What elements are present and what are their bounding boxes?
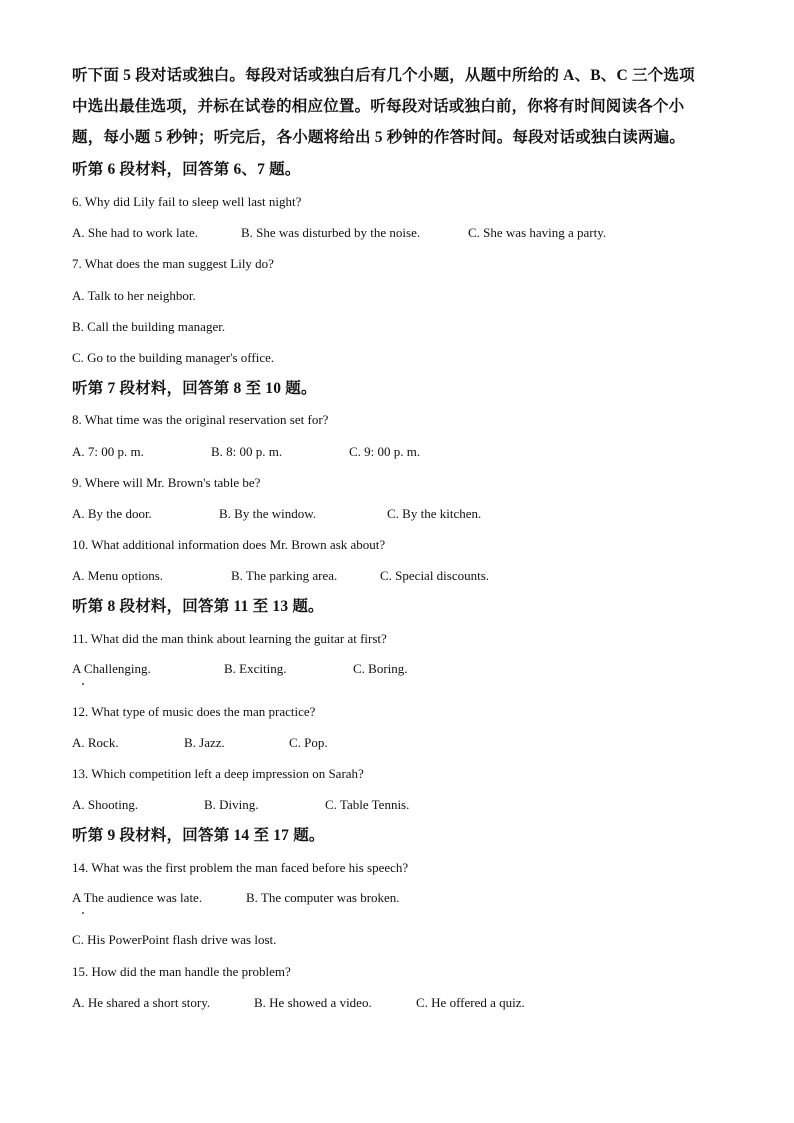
question-11: 11. What did the man think about learning the guitar at first? bbox=[72, 631, 387, 646]
q14-option-c: C. His PowerPoint flash drive was lost. bbox=[72, 932, 277, 947]
q13-option-c: C. Table Tennis. bbox=[325, 797, 410, 812]
q11-option-c: C. Boring. bbox=[353, 661, 408, 676]
question-14: 14. What was the first problem the man faced before his speech? bbox=[72, 860, 409, 875]
q8-option-c: C. 9: 00 p. m. bbox=[349, 444, 421, 459]
q9-option-c: C. By the kitchen. bbox=[387, 506, 482, 521]
q8-option-b: B. 8: 00 p. m. bbox=[211, 444, 283, 459]
q12-option-a: A. Rock. bbox=[72, 735, 119, 750]
q6-option-a: A. She had to work late. bbox=[72, 225, 199, 240]
instructions-line-3: 题，每小题 5 秒钟；听完后，各小题将给出 5 秒钟的作答时间。每段对话或独白读两遍。 bbox=[72, 129, 686, 146]
q7-option-c: C. Go to the building manager's office. bbox=[72, 350, 275, 365]
q6-option-b: B. She was disturbed by the noise. bbox=[241, 225, 421, 240]
q10-option-c: C. Special discounts. bbox=[380, 568, 490, 583]
q7-option-a: A. Talk to her neighbor. bbox=[72, 288, 196, 303]
stray-mark bbox=[82, 912, 84, 914]
q7-option-b: B. Call the building manager. bbox=[72, 319, 226, 334]
section-8-heading: 听第 8 段材料，回答第 11 至 13 题。 bbox=[72, 598, 324, 615]
q11-option-a: A Challenging. bbox=[72, 661, 151, 676]
q9-option-b: B. By the window. bbox=[219, 506, 317, 521]
q15-option-a: A. He shared a short story. bbox=[72, 995, 211, 1010]
instructions-line-2: 中选出最佳选项，并标在试卷的相应位置。听每段对话或独白前，你将有时间阅读各个小 bbox=[72, 98, 685, 115]
instructions-line-1: 听下面 5 段对话或独白。每段对话或独白后有几个小题，从题中所给的 A、B、C 三个选项 bbox=[72, 67, 695, 84]
question-13: 13. Which competition left a deep impression on Sarah? bbox=[72, 766, 364, 781]
section-9-heading: 听第 9 段材料，回答第 14 至 17 题。 bbox=[72, 827, 325, 844]
question-12: 12. What type of music does the man practice? bbox=[72, 704, 316, 719]
q8-option-a: A. 7: 00 p. m. bbox=[72, 444, 144, 459]
q14-option-b: B. The computer was broken. bbox=[246, 890, 400, 905]
question-15: 15. How did the man handle the problem? bbox=[72, 964, 291, 979]
question-7: 7. What does the man suggest Lily do? bbox=[72, 256, 274, 271]
q14-option-a: A The audience was late. bbox=[72, 890, 203, 905]
question-8: 8. What time was the original reservation set for? bbox=[72, 412, 329, 427]
q12-option-b: B. Jazz. bbox=[184, 735, 225, 750]
stray-mark bbox=[82, 683, 84, 685]
q15-option-c: C. He offered a quiz. bbox=[416, 995, 525, 1010]
q11-option-b: B. Exciting. bbox=[224, 661, 287, 676]
q15-option-b: B. He showed a video. bbox=[254, 995, 372, 1010]
q10-option-b: B. The parking area. bbox=[231, 568, 338, 583]
section-6-heading: 听第 6 段材料，回答第 6、7 题。 bbox=[72, 161, 301, 178]
q10-option-a: A. Menu options. bbox=[72, 568, 163, 583]
q9-option-a: A. By the door. bbox=[72, 506, 152, 521]
q12-option-c: C. Pop. bbox=[289, 735, 328, 750]
question-10: 10. What additional information does Mr. Brown ask about? bbox=[72, 537, 386, 552]
question-6: 6. Why did Lily fail to sleep well last night? bbox=[72, 194, 302, 209]
q6-option-c: C. She was having a party. bbox=[468, 225, 607, 240]
q13-option-b: B. Diving. bbox=[204, 797, 259, 812]
question-9: 9. Where will Mr. Brown's table be? bbox=[72, 475, 261, 490]
section-7-heading: 听第 7 段材料，回答第 8 至 10 题。 bbox=[72, 380, 317, 397]
q13-option-a: A. Shooting. bbox=[72, 797, 139, 812]
